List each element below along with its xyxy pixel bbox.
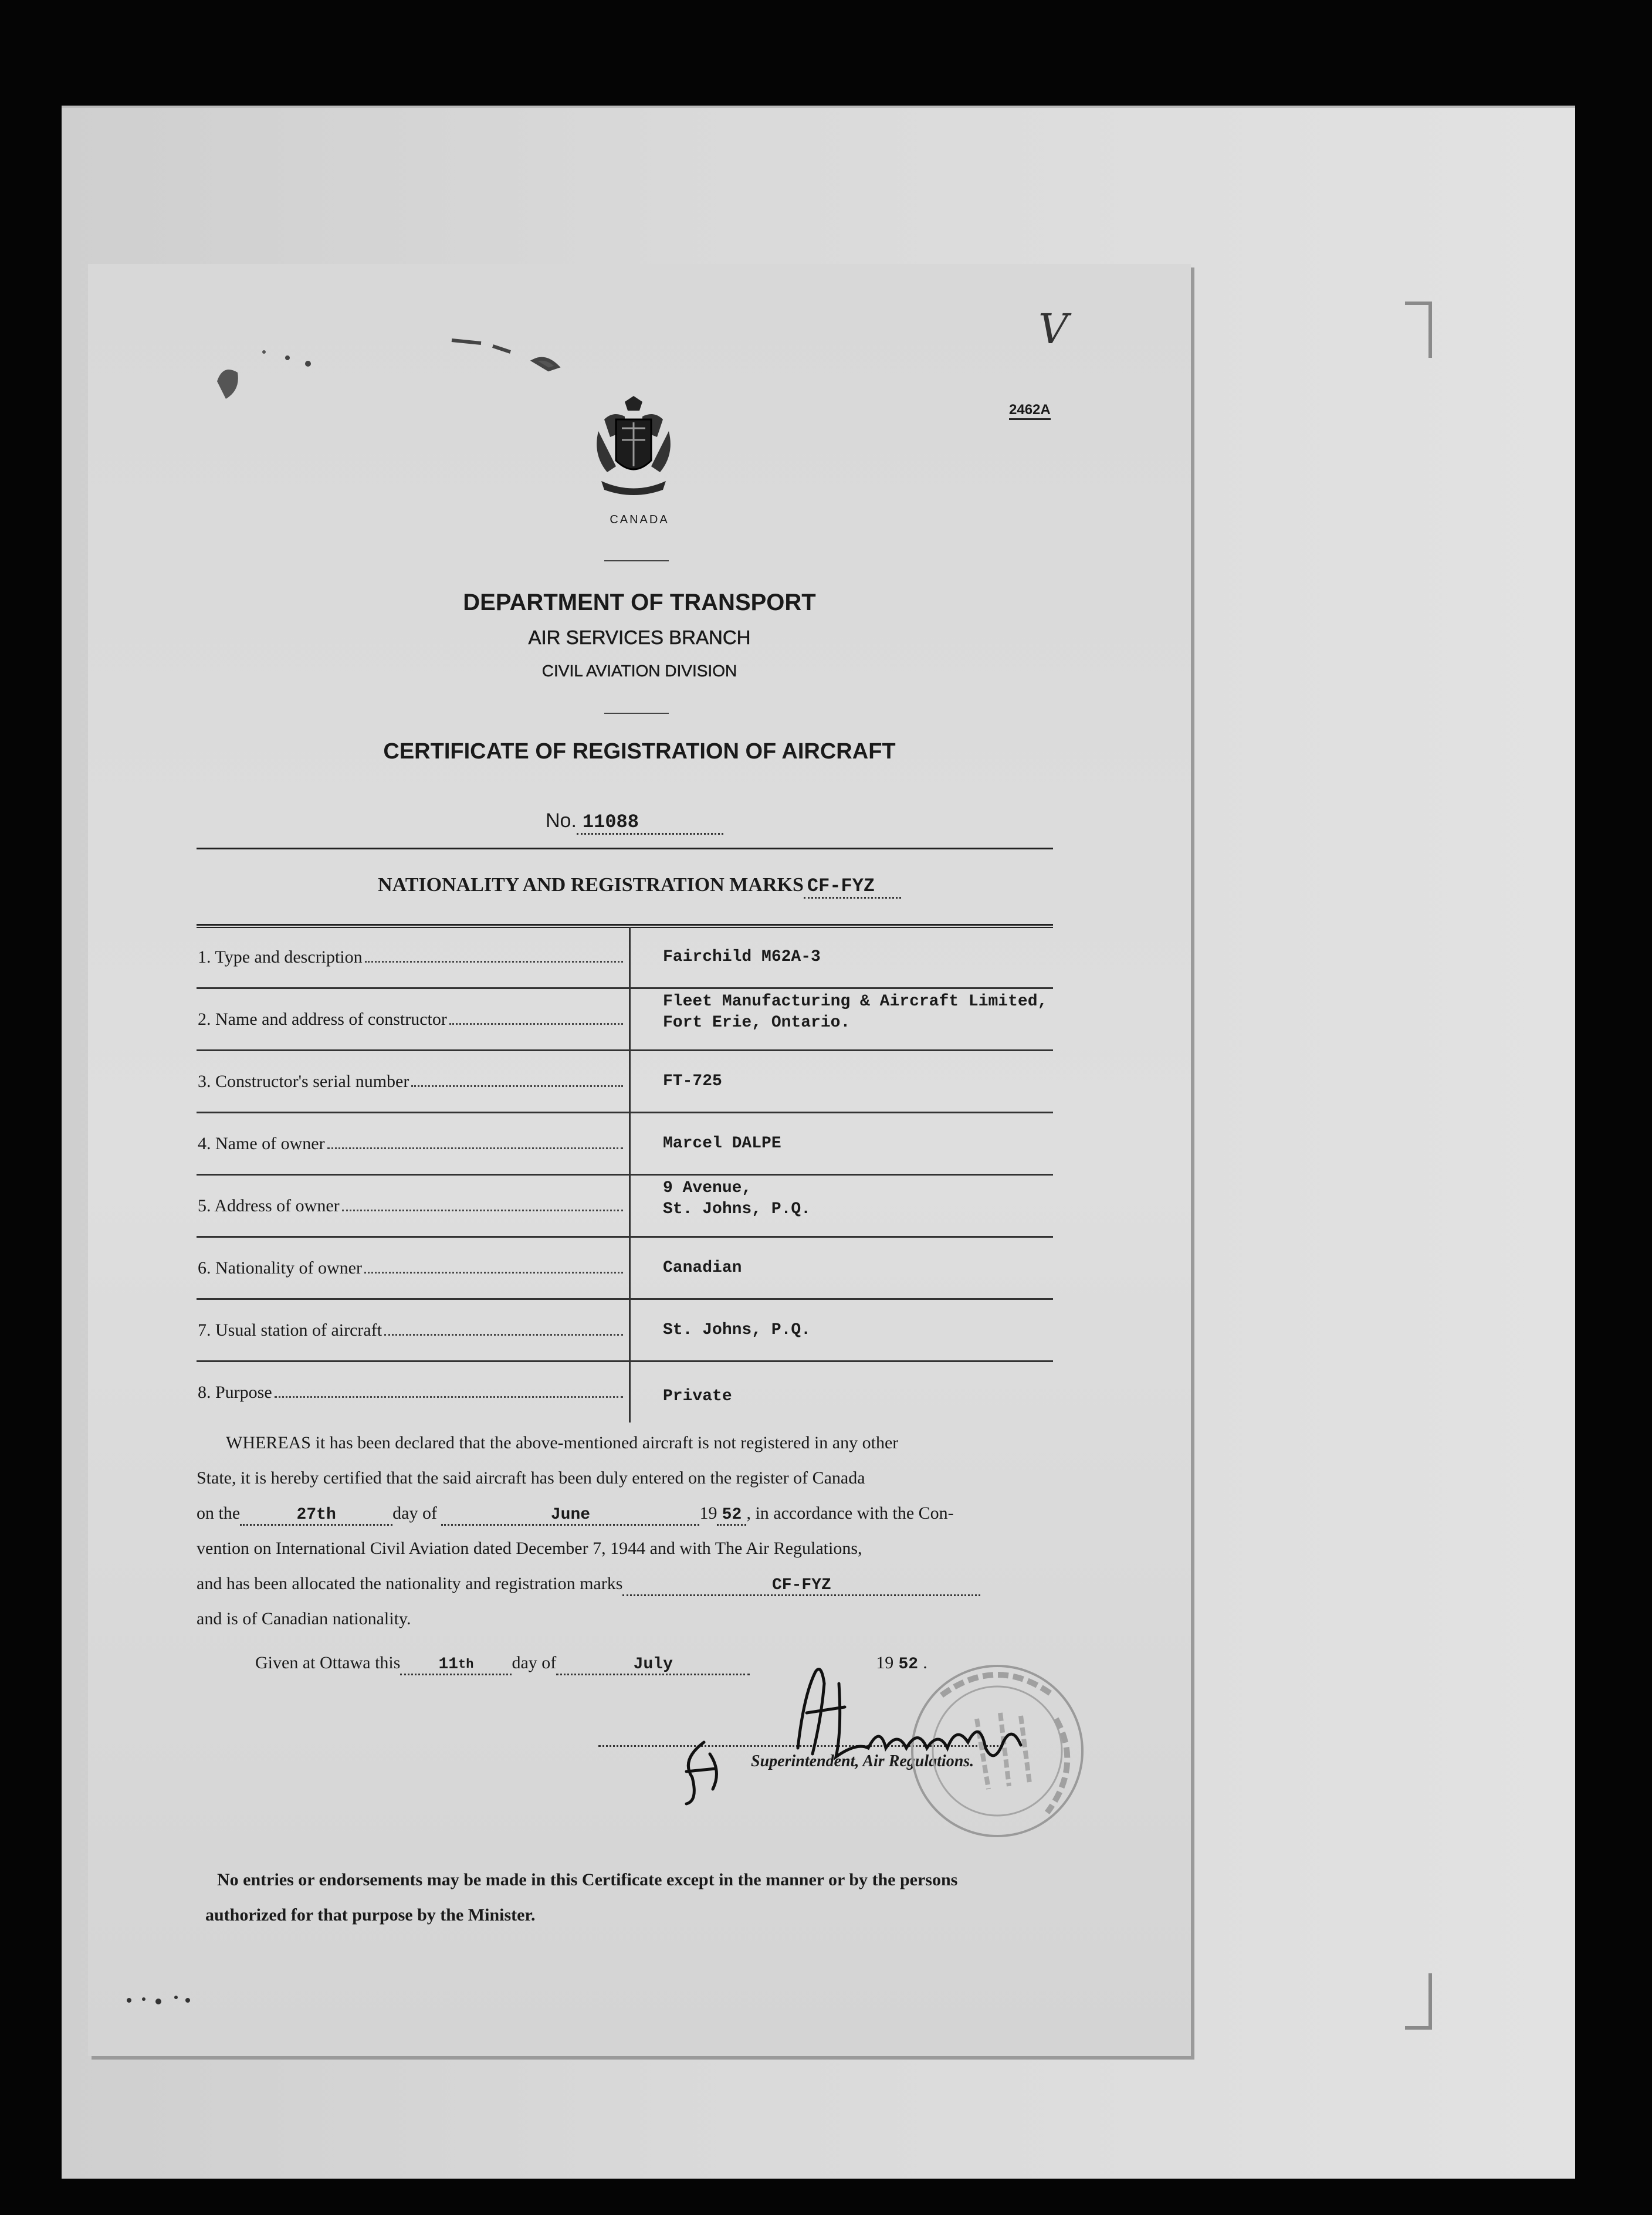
declaration-line: and is of Canadian nationality. — [197, 1609, 411, 1628]
table-row — [197, 1051, 1053, 1113]
country-label: CANADA — [610, 513, 669, 526]
given-line: Given at Ottawa this 11th day of July 19 52 . — [197, 1654, 1053, 1675]
division-heading: CIVIL AVIATION DIVISION — [541, 662, 737, 680]
row-value: Marcel DALPE — [663, 1134, 781, 1153]
nationality-label: NATIONALITY AND REGISTRATION MARKS — [378, 874, 804, 896]
ink-smudge — [446, 328, 598, 381]
ink-smudge — [205, 340, 334, 411]
corner-bracket — [1405, 302, 1432, 358]
registration-table — [197, 927, 1053, 1423]
signatory-title: Superintendent, Air Regulations. — [751, 1752, 974, 1770]
notice-line: No entries or endorsements may be made in this Certificate except in the manner or by the persons — [217, 1870, 958, 1889]
notice-paragraph — [205, 1862, 1062, 1933]
given-year: 52 — [898, 1655, 919, 1674]
row-value: Fairchild M62A-3 — [663, 947, 821, 966]
given-month: July — [556, 1656, 750, 1675]
handwritten-initials: V — [1038, 305, 1068, 353]
table-row — [197, 1362, 1053, 1423]
row-label: 3. Constructor's serial number — [198, 1071, 409, 1091]
branch-heading: AIR SERVICES BRANCH — [528, 626, 751, 648]
table-row — [197, 1238, 1053, 1300]
row-label: 5. Address of owner — [198, 1195, 340, 1215]
registration-month: June — [441, 1506, 699, 1526]
row-label: 2. Name and address of constructor — [198, 1009, 447, 1029]
row-value: Fort Erie, Ontario. — [663, 1014, 851, 1032]
table-row — [197, 927, 1053, 989]
table-row — [197, 1176, 1053, 1238]
row-value: Private — [663, 1387, 732, 1405]
declaration-date-line: on the 27th day of June 19 52 , in accordance with the Con- — [197, 1505, 1053, 1526]
row-value: St. Johns, P.Q. — [663, 1200, 811, 1218]
row-label: 1. Type and description — [198, 947, 363, 967]
nationality-marks-line — [88, 874, 1191, 899]
handwritten-per-mark — [675, 1736, 727, 1807]
nationality-value: CF-FYZ — [804, 875, 901, 899]
row-label: 6. Nationality of owner — [198, 1258, 362, 1278]
notice-line: authorized for that purpose by the Minister. — [205, 1905, 536, 1925]
declaration-marks-line: and has been allocated the nationality and registration marks CF-FYZ — [197, 1575, 1053, 1596]
row-value: FT-725 — [663, 1072, 722, 1090]
number-value: 11088 — [577, 811, 723, 835]
declaration-line: WHEREAS it has been declared that the above-mentioned aircraft is not registered in any other — [226, 1433, 899, 1452]
table-row — [197, 1113, 1053, 1176]
row-value: St. Johns, P.Q. — [663, 1320, 811, 1339]
corner-bracket — [1405, 1973, 1432, 2030]
row-label: 7. Usual station of aircraft — [198, 1320, 382, 1340]
certificate-number — [546, 810, 723, 835]
handwritten-signature — [780, 1660, 1038, 1766]
divider — [604, 713, 669, 714]
row-value: Canadian — [663, 1258, 742, 1277]
registration-day: 27th — [240, 1506, 392, 1526]
divider — [604, 560, 669, 561]
row-value: Fleet Manufacturing & Aircraft Limited, — [663, 993, 1048, 1011]
row-label: 8. Purpose — [198, 1382, 272, 1402]
department-heading: DEPARTMENT OF TRANSPORT — [463, 590, 816, 615]
given-day: 11th — [400, 1656, 512, 1675]
certificate-page — [88, 264, 1191, 2056]
coat-of-arms-emblem — [590, 396, 678, 502]
table-row — [197, 1300, 1053, 1362]
declaration-line: State, it is hereby certified that the said aircraft has been duly entered on the register of Canada — [197, 1468, 865, 1488]
declaration-line: vention on International Civil Aviation dated December 7, 1944 and with The Air Regulations, — [197, 1539, 862, 1558]
certificate-title: CERTIFICATE OF REGISTRATION OF AIRCRAFT — [383, 739, 896, 764]
ink-specks — [117, 1989, 223, 2012]
divider — [197, 848, 1053, 849]
registration-marks-value: CF-FYZ — [622, 1577, 980, 1596]
row-value: 9 Avenue, — [663, 1179, 752, 1197]
registration-year: 52 — [717, 1506, 746, 1526]
table-row — [197, 989, 1053, 1051]
row-label: 4. Name of owner — [198, 1133, 325, 1153]
form-number: 2462A — [1009, 402, 1051, 420]
number-label: No. — [546, 810, 577, 832]
